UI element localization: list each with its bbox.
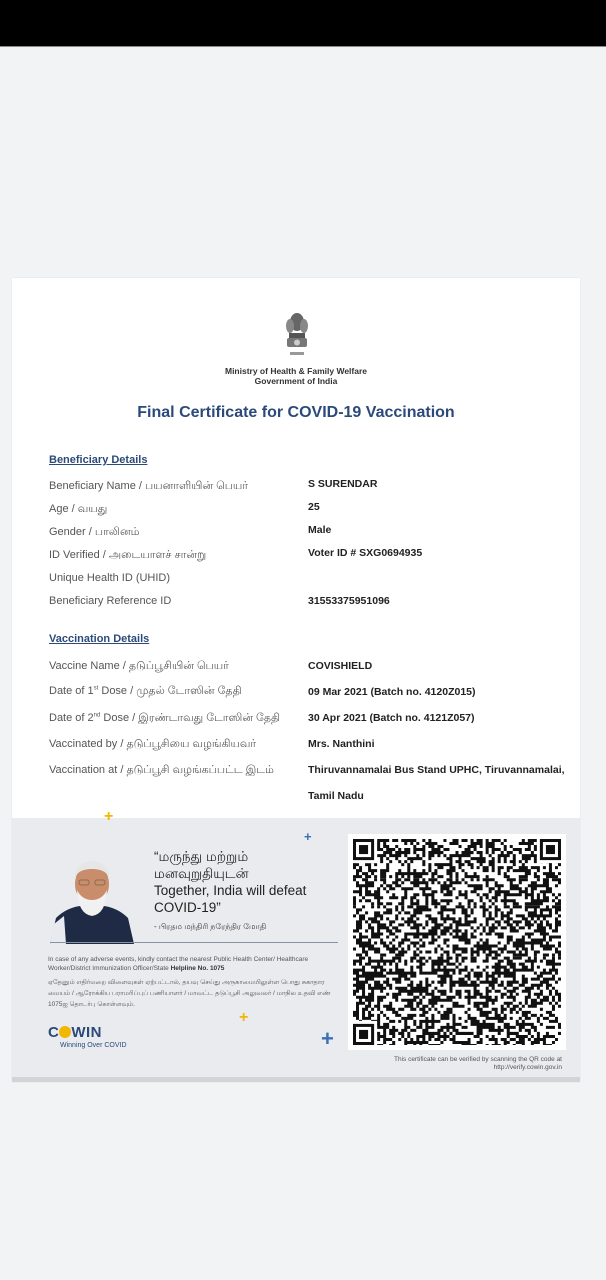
vaccinated-by-value: Mrs. Nanthini xyxy=(308,738,375,750)
plus-decoration-icon: + xyxy=(321,1026,334,1051)
verify-url-link[interactable]: http://verify.cowin.gov.in xyxy=(493,1064,562,1071)
quote-english: Together, India will defeat COVID-19” xyxy=(154,883,307,915)
reference-id-label: Beneficiary Reference ID xyxy=(49,595,172,607)
first-dose-value: 09 Mar 2021 (Batch no. 4120Z015) xyxy=(308,686,476,698)
reference-id-value: 31553375951096 xyxy=(308,595,390,607)
vaccination-certificate xyxy=(12,278,580,1082)
gender-value: Male xyxy=(308,524,332,536)
quote-author: - பிரதம மந்திரி நரேந்திர மோதி xyxy=(154,922,267,931)
vaccination-at-value-line2: Tamil Nadu xyxy=(308,790,364,802)
gender-label: Gender / பாலினம் xyxy=(49,526,140,538)
quote-tamil-line1: “மருந்து மற்றும் xyxy=(154,849,249,864)
cowin-tagline: Winning Over COVID xyxy=(60,1042,127,1049)
beneficiary-name-label: Beneficiary Name / பயனாளியின் பெயர் xyxy=(49,480,249,492)
ministry-name: Ministry of Health & Family Welfare xyxy=(224,366,367,376)
uhid-label: Unique Health ID (UHID) xyxy=(49,572,171,584)
qr-code-icon xyxy=(353,839,561,1045)
plus-decoration-icon: + xyxy=(304,829,312,844)
second-dose-value: 30 Apr 2021 (Batch no. 4121Z057) xyxy=(308,712,475,724)
plus-decoration-icon: + xyxy=(239,1009,249,1026)
plus-decoration-icon: + xyxy=(104,808,114,825)
certificate-title: Final Certificate for COVID-19 Vaccination xyxy=(137,404,455,421)
vaccination-at-label: Vaccination at / தடுப்பூசி வழங்கப்பட்ட இடம் xyxy=(49,764,274,776)
prime-minister-portrait xyxy=(46,852,138,944)
id-verified-label: ID Verified / அடையாளச் சான்று xyxy=(49,549,207,561)
adverse-events-note: In case of any adverse events, kindly contact the nearest Public Health Center/ Healthcare Worker/District Immunization Officer/State Helpline No. 1075 xyxy=(48,956,309,972)
ministry-heading xyxy=(12,366,580,386)
vaccinated-by-label: Vaccinated by / தடுப்பூசியை வழங்கியவர் xyxy=(49,738,257,750)
beneficiary-name-value: S SURENDAR xyxy=(308,478,378,490)
certificate-footer-panel xyxy=(12,808,580,1082)
divider xyxy=(50,942,338,943)
cowin-logo-o-icon xyxy=(59,1026,71,1038)
age-value: 25 xyxy=(308,501,320,513)
vaccination-at-value: Thiruvannamalai Bus Stand UPHC, Tiruvannamalai, xyxy=(308,764,565,776)
vaccine-name-label: Vaccine Name / தடுப்பூசியின் பெயர் xyxy=(49,660,229,672)
national-emblem-icon xyxy=(282,310,312,360)
government-name: Government of India xyxy=(254,376,338,386)
adverse-events-note-tamil: ஏதேனும் எதிர்மறை விளைவுகள் ஏற்பட்டால், தயவு செய்து அருகாமையிலுள்ள பொது சுகாதார மையம் / ஆரோக்கிய பராமரிப்புப் பணியாளர் / மாவட்ட தடுப்பூசி அலுவலர் / மாநில உதவி எண் 1075ஐ தொடர்பு கொள்ளவும். xyxy=(48,979,331,1008)
cowin-logo: C WIN xyxy=(48,1024,103,1041)
status-bar xyxy=(0,0,606,47)
vaccine-name-value: COVISHIELD xyxy=(308,660,373,672)
vaccination-section-title: Vaccination Details xyxy=(49,633,150,645)
helpline-number: Helpline No. 1075 xyxy=(170,965,225,972)
pm-quote xyxy=(154,848,344,916)
first-dose-label: Date of 1st Dose / முதல் டோஸின் தேதி xyxy=(49,685,242,697)
beneficiary-section-title: Beneficiary Details xyxy=(49,454,148,466)
second-dose-label: Date of 2nd Dose / இரண்டாவது டோஸின் தேதி xyxy=(49,712,281,724)
age-label: Age / வயது xyxy=(49,503,108,515)
quote-tamil-line2: மனவுறுதியுடன் xyxy=(154,866,249,881)
verification-note: This certificate can be verified by scanning the QR code at http://verify.cowin.gov.in xyxy=(342,1056,562,1072)
verification-qr-code[interactable] xyxy=(348,834,566,1050)
id-verified-value: Voter ID # SXG0694935 xyxy=(308,547,423,559)
